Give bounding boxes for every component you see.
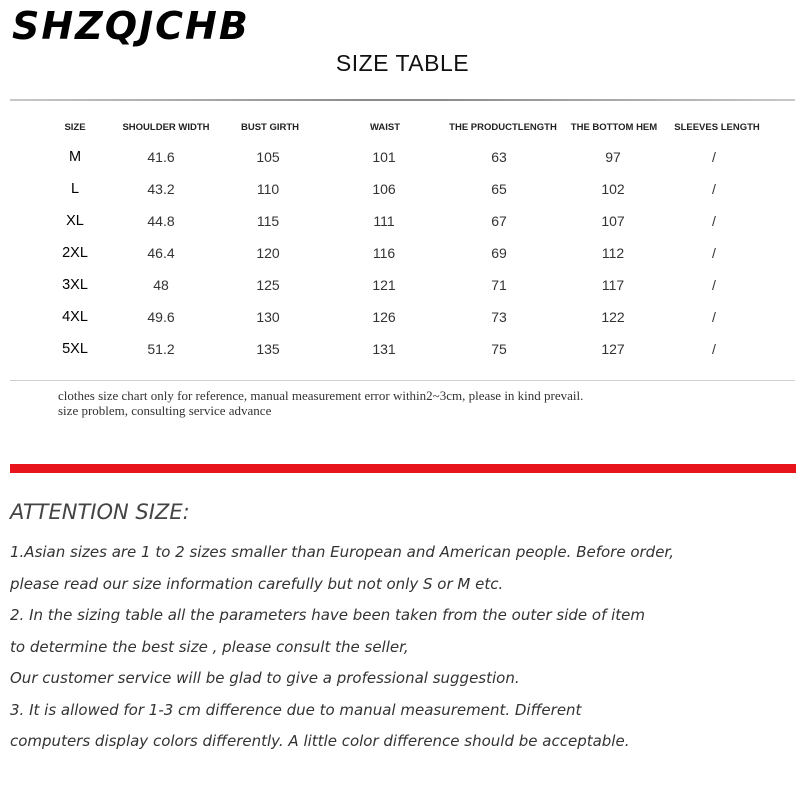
top-divider [10,99,795,101]
header-shoulder-width: SHOULDER WIDTH [122,122,210,133]
page-title: SIZE TABLE [335,50,470,76]
cell-waist: 101 [372,149,396,165]
attention-title: ATTENTION SIZE: [10,500,190,524]
note-line: size problem, consulting service advance [58,403,272,418]
cell-bottom-hem: 112 [601,245,625,261]
cell-bust-girth: 130 [256,309,280,325]
cell-sleeves-length: / [712,149,716,165]
cell-product-length: 63 [491,149,507,165]
attention-line: to determine the best size , please consult the seller, [10,637,409,656]
attention-line: please read our size information carefully but not only S or M etc. [10,574,504,593]
cell-bust-girth: 110 [256,181,280,197]
cell-bust-girth: 115 [256,213,280,229]
table-row [0,245,800,267]
cell-bottom-hem: 102 [601,181,625,197]
note-line: clothes size chart only for reference, manual measurement error within2~3cm, please in kind prevail. [58,388,584,403]
table-row [0,181,800,203]
bottom-divider [10,380,795,381]
size-note [58,388,583,418]
header-waist: WAIST [369,122,401,133]
table-header-row [0,120,800,142]
red-accent-bar [10,464,796,473]
cell-sleeves-length: / [712,245,716,261]
cell-product-length: 73 [491,309,507,325]
cell-waist: 131 [372,341,396,357]
table-row [0,277,800,299]
attention-line: 3. It is allowed for 1-3 cm difference due to manual measurement. Different [10,700,582,719]
header-sleeves-length: SLEEVES LENGTH [674,122,760,133]
table-row [0,213,800,235]
table-row [0,149,800,171]
cell-bottom-hem: 122 [601,309,625,325]
cell-size: M [68,149,82,165]
cell-waist: 111 [373,213,395,229]
cell-shoulder-width: 46.4 [147,245,175,261]
brand-logo: SHZQJCHB [12,4,250,48]
table-row [0,309,800,331]
attention-line: computers display colors differently. A little color difference should be acceptable. [10,732,630,750]
cell-sleeves-length: / [712,341,716,357]
cell-sleeves-length: / [712,181,716,197]
table-row [0,341,800,363]
attention-line: Our customer service will be glad to give a professional suggestion. [10,669,520,687]
cell-product-length: 69 [491,245,507,261]
cell-size: L [70,181,80,197]
cell-size: 5XL [62,341,88,357]
cell-bottom-hem: 127 [601,341,625,357]
cell-product-length: 71 [491,277,507,293]
cell-size: 2XL [62,245,88,261]
cell-product-length: 65 [491,181,507,197]
attention-line: 2. In the sizing table all the parameters have been taken from the outer side of item [10,606,646,624]
cell-waist: 116 [372,245,396,261]
cell-sleeves-length: / [712,309,716,325]
cell-bust-girth: 120 [256,245,280,261]
header-bottom-hem: THE BOTTOM HEM [570,122,658,133]
attention-line: 1.Asian sizes are 1 to 2 sizes smaller than European and American people. Before order, [10,543,674,561]
attention-text [10,537,790,758]
cell-bust-girth: 105 [256,149,280,165]
cell-product-length: 67 [491,213,507,229]
cell-shoulder-width: 44.8 [147,213,175,229]
cell-shoulder-width: 51.2 [147,341,175,357]
cell-waist: 106 [372,181,396,197]
cell-waist: 126 [372,309,396,325]
cell-bottom-hem: 97 [605,149,621,165]
cell-shoulder-width: 49.6 [147,309,175,325]
cell-bottom-hem: 107 [601,213,625,229]
cell-bottom-hem: 117 [601,277,625,293]
cell-waist: 121 [372,277,396,293]
cell-shoulder-width: 48 [153,277,169,293]
cell-product-length: 75 [491,341,507,357]
cell-shoulder-width: 43.2 [147,181,175,197]
cell-bust-girth: 135 [256,341,280,357]
cell-size: 4XL [62,309,88,325]
cell-size: 3XL [62,277,88,293]
header-size: SIZE [64,122,86,133]
cell-size: XL [66,213,84,229]
header-bust-girth: BUST GIRTH [240,122,300,133]
cell-sleeves-length: / [712,277,716,293]
cell-bust-girth: 125 [256,277,280,293]
cell-sleeves-length: / [712,213,716,229]
cell-shoulder-width: 41.6 [147,149,175,165]
header-product-length: THE PRODUCTLENGTH [449,122,557,133]
